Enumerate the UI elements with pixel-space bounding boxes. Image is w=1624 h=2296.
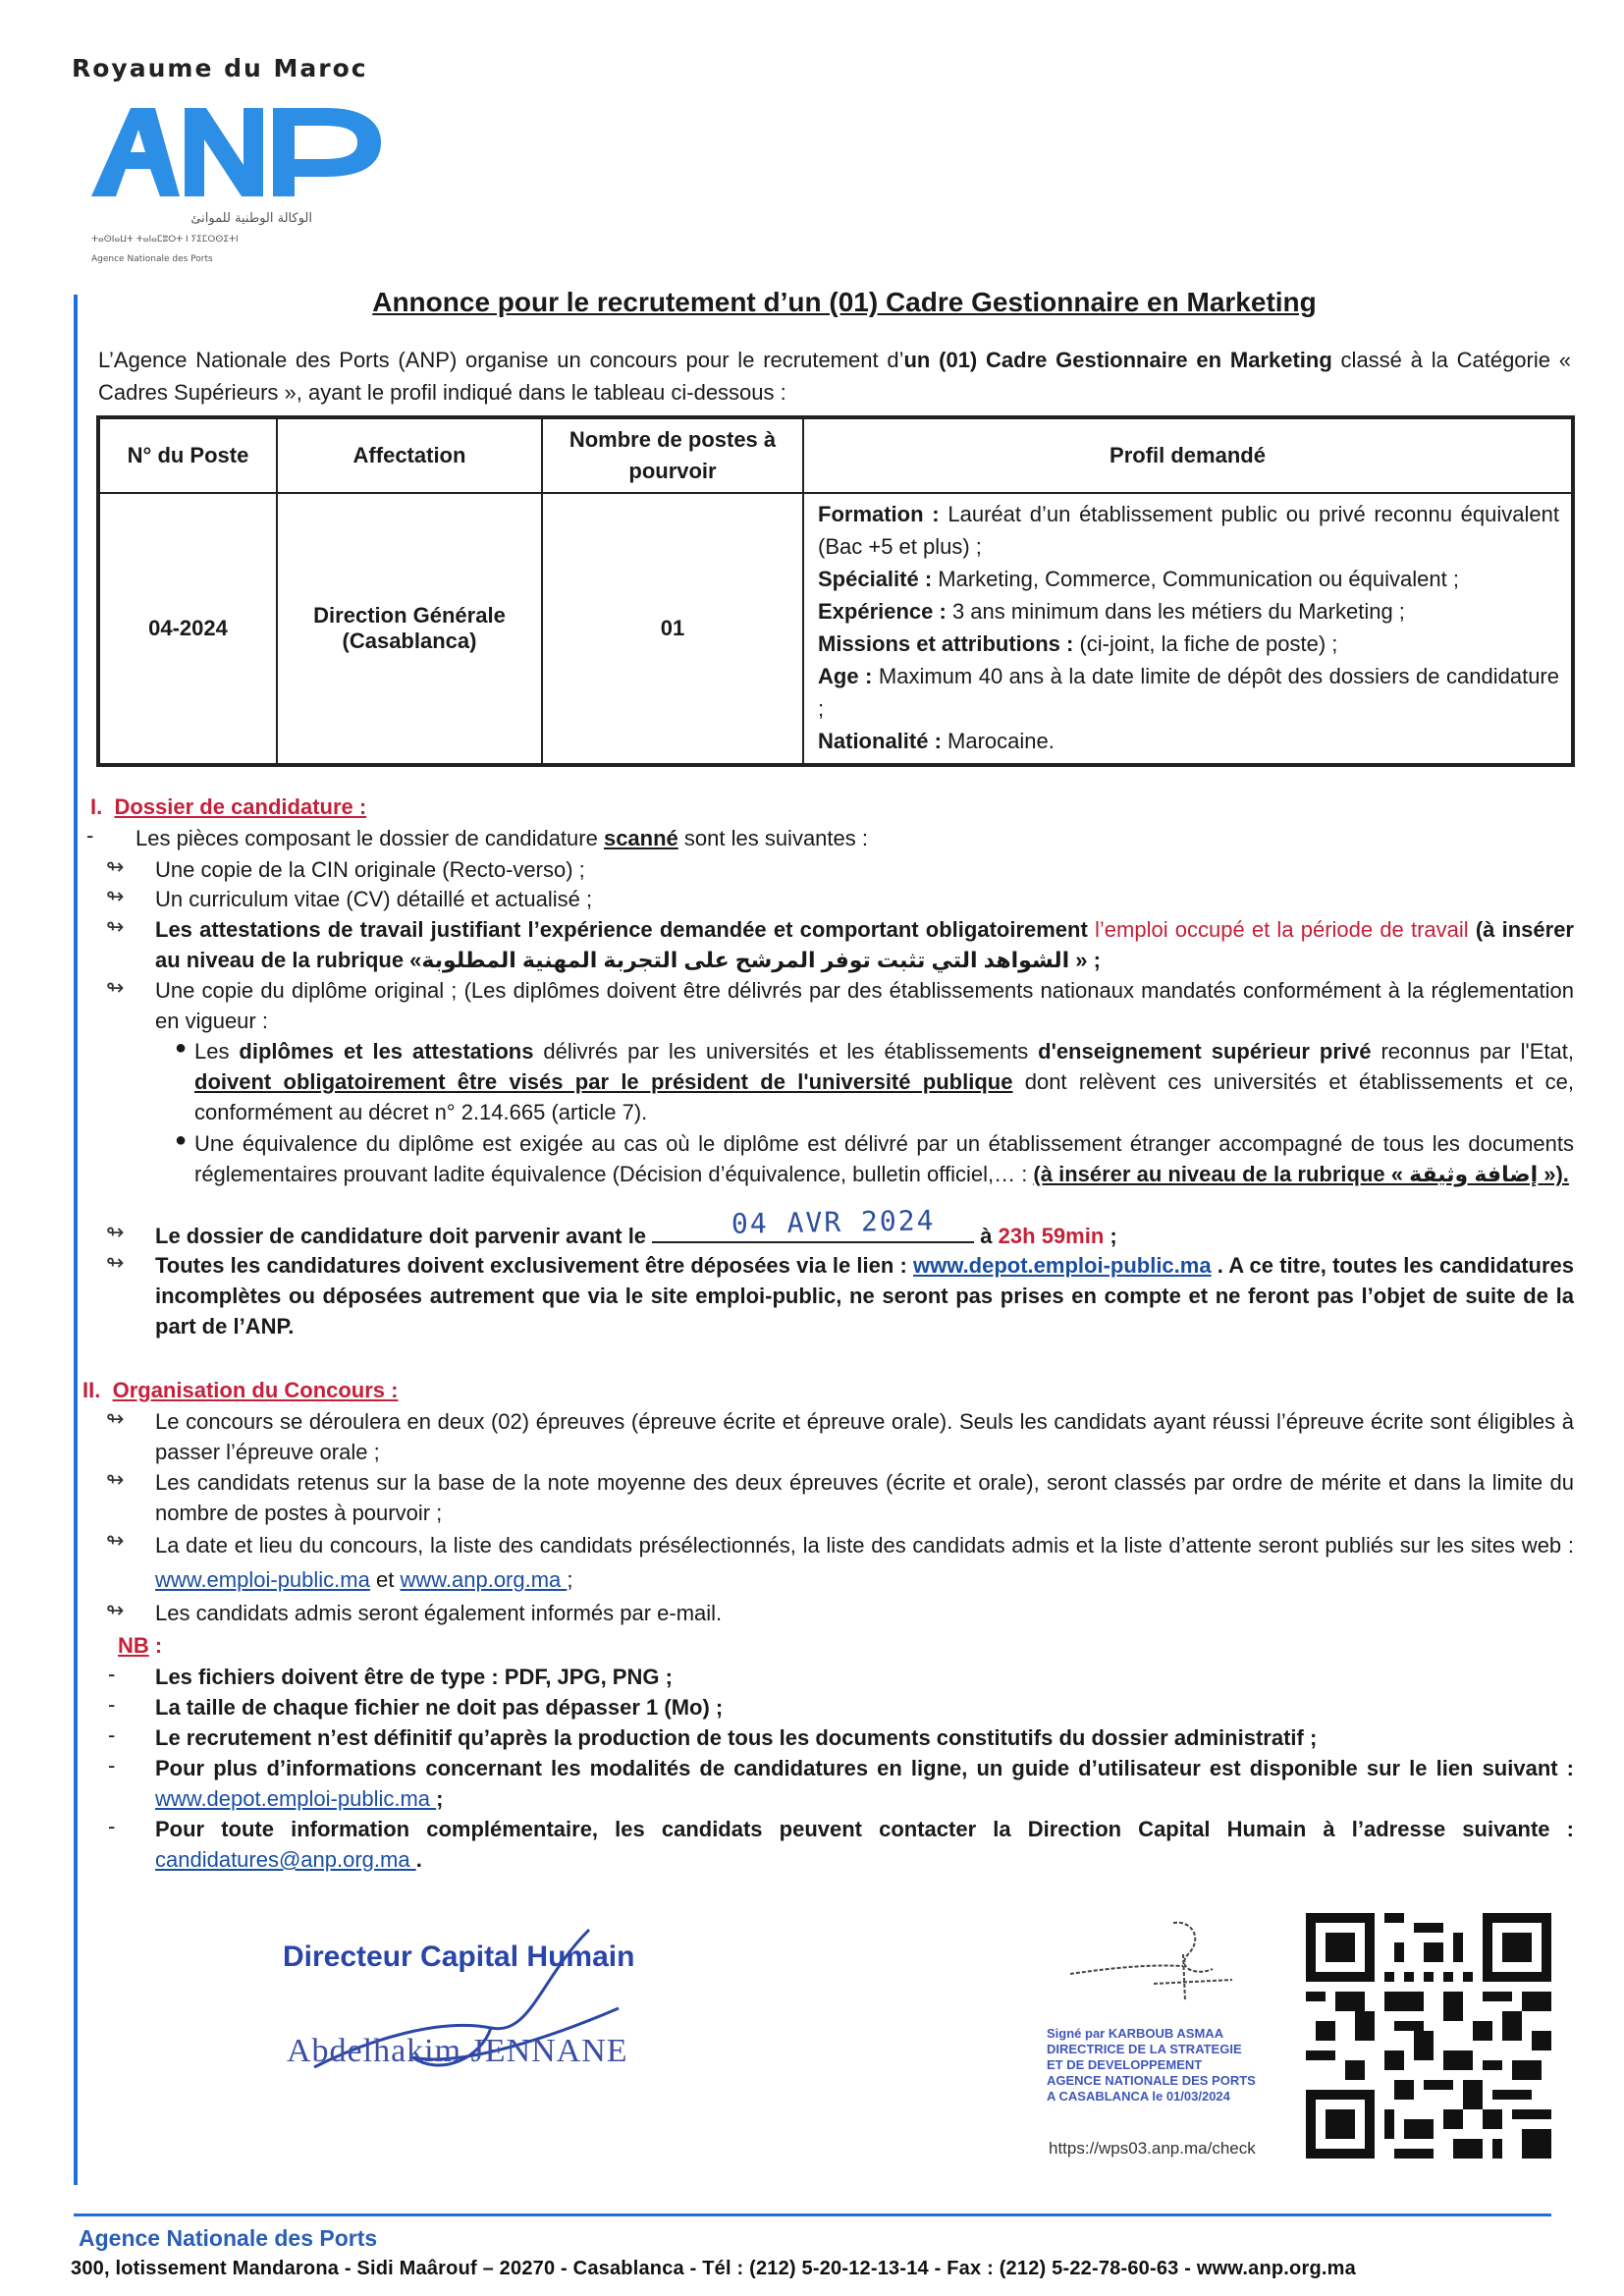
depot-item: Toutes les candidatures doivent exclusivement être déposées via le lien : www.depot.emploi-public.ma . A ce titre, toutes les candidatures incomplètes ou déposées autrement que via le site emploi-public, ne seront pas prises en compte et ne feront pas l’objet de suite de la part de l’ANP. bbox=[155, 1253, 1574, 1339]
list-item: Les candidats admis seront également informés par e-mail. bbox=[155, 1601, 723, 1625]
table-header-row bbox=[98, 417, 1573, 493]
left-accent-line bbox=[74, 295, 78, 2185]
list-item: Les attestations de travail justifiant l’expérience demandée et comportant obligatoirement l’emploi occupé et la période de travail (à insérer au niveau de la rubrique «الشواهد التي تثبت توفر المرشح على التجربة المهنية المطلوبة » ; bbox=[155, 917, 1574, 972]
section2-heading: II. Organisation du Concours : bbox=[82, 1378, 399, 1402]
emploi-public-link[interactable]: www.emploi-public.ma bbox=[155, 1567, 370, 1592]
arrow-bullet-icon: ↬ bbox=[106, 1598, 125, 1622]
nb-item: Pour plus d’informations concernant les modalités de candidatures en ligne, un guide d’utilisateur est disponible sur le lien suivant : www.depot.emploi-public.ma ; bbox=[155, 1756, 1574, 1811]
table-row bbox=[98, 493, 1573, 765]
dash-marker: - bbox=[86, 823, 94, 847]
qr-code bbox=[1306, 1913, 1551, 2163]
arrow-bullet-icon: ↬ bbox=[106, 914, 125, 939]
deadline-item: Le dossier de candidature doit parvenir avant le à 23h 59min ; bbox=[155, 1220, 1574, 1251]
cell-profil: Formation : Lauréat d’un établissement public ou privé reconnu équivalent (Bac +5 et plus) ; Spécialité : Marketing, Commerce, Communication ou équivalent ; Expérience : 3 ans minimum dans les métiers du Marketing ; Missions et attributions : (ci-joint, la fiche de poste) ; Age : Maximum 40 ans à la date limite de dépôt des dossiers de candidature ; Nationalité : Marocaine. bbox=[803, 493, 1573, 765]
anp-link[interactable]: www.anp.org.ma bbox=[400, 1567, 568, 1592]
arrow-bullet-icon: ↬ bbox=[106, 1220, 125, 1244]
dash-marker: - bbox=[108, 1753, 116, 1777]
header-cell: Affectation bbox=[277, 417, 542, 493]
arrow-bullet-icon: ↬ bbox=[106, 854, 125, 879]
guide-link[interactable]: www.depot.emploi-public.ma bbox=[155, 1786, 437, 1811]
footer-address: 300, lotissement Mandarona - Sidi Maârouf – 20270 - Casablanca - Tél : (212) 5-20-12-13-14 - Fax : (212) 5-22-78-60-63 - www.anp.org.ma bbox=[71, 2258, 1356, 2279]
header-cell: Nombre de postes à pourvoir bbox=[542, 417, 803, 493]
nb-item: Le recrutement n’est définitif qu’après la production de tous les documents constitutifs du dossier administratif ; bbox=[155, 1725, 1318, 1750]
sub-list-item: Une équivalence du diplôme est exigée au cas où le diplôme est délivré par un établissement étranger accompagné de tous les documents réglementaires prouvant ladite équivalence (Décision d’équivalence, bulletin officiel,… : (à insérer au niveau de la rubrique « إضافة وثيقة »). bbox=[194, 1131, 1574, 1186]
dot-bullet-icon: ● bbox=[175, 1129, 188, 1151]
kingdom-label: Royaume du Maroc bbox=[72, 54, 368, 82]
arrow-bullet-icon: ↬ bbox=[106, 884, 125, 908]
nb-heading: NB : bbox=[118, 1633, 163, 1658]
electronic-signature-mark bbox=[1065, 1915, 1252, 2013]
nb-item: Les fichiers doivent être de type : PDF, JPG, PNG ; bbox=[155, 1665, 673, 1689]
dot-bullet-icon: ● bbox=[175, 1037, 188, 1059]
list-item: Un curriculum vitae (CV) détaillé et actualisé ; bbox=[155, 887, 593, 911]
arrow-bullet-icon: ↬ bbox=[106, 1250, 125, 1275]
footer-divider bbox=[74, 2214, 1551, 2216]
intro-paragraph: L’Agence Nationale des Ports (ANP) organise un concours pour le recrutement d’un (01) Cadre Gestionnaire en Marketing classé à la Catégorie « Cadres Supérieurs », ayant le profil indiqué dans le tableau ci-dessous : bbox=[98, 348, 1571, 405]
verification-url[interactable]: https://wps03.anp.ma/check bbox=[1049, 2139, 1256, 2158]
sub-list-item: Les diplômes et les attestations délivrés par les universités et les établissements d'enseignement supérieur privé reconnus par l'Etat, doivent obligatoirement être visés par le président de l'université publique dont relèvent ces universités et établissements et ce, conformément au décret n° 2.14.665 (article 7). bbox=[194, 1039, 1574, 1124]
signature-stamp-text: Signé par KARBOUB ASMAA DIRECTRICE DE LA STRATEGIE ET DE DEVELOPPEMENT AGENCE NATIONALE DES PORTS A CASABLANCA le 01/03/2024 bbox=[1047, 2026, 1256, 2104]
section1-heading: I. Dossier de candidature : bbox=[90, 794, 367, 819]
arrow-bullet-icon: ↬ bbox=[106, 1528, 125, 1553]
list-item: Une copie de la CIN originale (Recto-verso) ; bbox=[155, 857, 585, 882]
nb-item: Pour toute information complémentaire, les candidats peuvent contacter la Direction Capital Humain à l’adresse suivante : candidatures@anp.org.ma . bbox=[155, 1817, 1574, 1872]
list-item: La date et lieu du concours, la liste des candidats présélectionnés, la liste des candidats admis et la liste d’attente seront publiés sur les sites web : www.emploi-public.ma et www.anp.org.ma ; bbox=[155, 1533, 1574, 1592]
arrow-bullet-icon: ↬ bbox=[106, 1467, 125, 1492]
arrow-bullet-icon: ↬ bbox=[106, 1406, 125, 1431]
dash-marker: - bbox=[108, 1662, 116, 1686]
document-title: Annonce pour le recrutement d’un (01) Cadre Gestionnaire en Marketing bbox=[372, 287, 1317, 317]
arrow-bullet-icon: ↬ bbox=[106, 975, 125, 1000]
anp-logo bbox=[86, 98, 401, 270]
header-cell: Profil demandé bbox=[803, 417, 1573, 493]
contact-email-link[interactable]: candidatures@anp.org.ma bbox=[155, 1847, 416, 1872]
depot-link[interactable]: www.depot.emploi-public.ma bbox=[913, 1253, 1212, 1278]
cell-affectation: Direction Générale (Casablanca) bbox=[277, 493, 542, 765]
handwritten-signature bbox=[295, 1920, 707, 2111]
section1-lead: Les pièces composant le dossier de candidature scanné sont les suivantes : bbox=[135, 826, 868, 850]
header-cell: N° du Poste bbox=[98, 417, 277, 493]
signatory-name: Abdelhakim JENNANE bbox=[287, 2033, 628, 2069]
dash-marker: - bbox=[108, 1692, 116, 1717]
handwritten-date: 04 AVR 2024 bbox=[731, 1204, 936, 1240]
signatory-title: Directeur Capital Humain bbox=[283, 1941, 635, 1973]
list-item: Une copie du diplôme original ; (Les diplômes doivent être délivrés par des établissements nationaux mandatés conformément à la réglementation en vigueur : bbox=[155, 978, 1574, 1033]
cell-nombre: 01 bbox=[542, 493, 803, 765]
footer-org-name: Agence Nationale des Ports bbox=[79, 2225, 378, 2251]
cell-poste: 04-2024 bbox=[98, 493, 277, 765]
nb-item: La taille de chaque fichier ne doit pas dépasser 1 (Mo) ; bbox=[155, 1695, 724, 1720]
logo-tifinagh: ⵜⴰⵙⵏⴰⵡⵜ ⵜⴰⵏⴰⵎⵓⵔⵜ ⵏ ⵢⵉⵎⵔⵙⵉⵜⵏ bbox=[91, 235, 239, 245]
list-item: Les candidats retenus sur la base de la note moyenne des deux épreuves (écrite et orale), seront classés par ordre de mérite et dans la limite du nombre de postes à pourvoir ; bbox=[155, 1470, 1574, 1525]
dash-marker: - bbox=[108, 1722, 116, 1747]
dash-marker: - bbox=[108, 1814, 116, 1838]
logo-french: Agence Nationale des Ports bbox=[91, 254, 213, 264]
poste-table bbox=[96, 415, 1575, 767]
list-item: Le concours se déroulera en deux (02) épreuves (épreuve écrite et épreuve orale). Seuls les candidats ayant réussi l’épreuve écrite sont éligibles à passer l’épreuve orale ; bbox=[155, 1409, 1574, 1464]
logo-arabic: الوكالة الوطنية للموانئ bbox=[190, 211, 312, 226]
